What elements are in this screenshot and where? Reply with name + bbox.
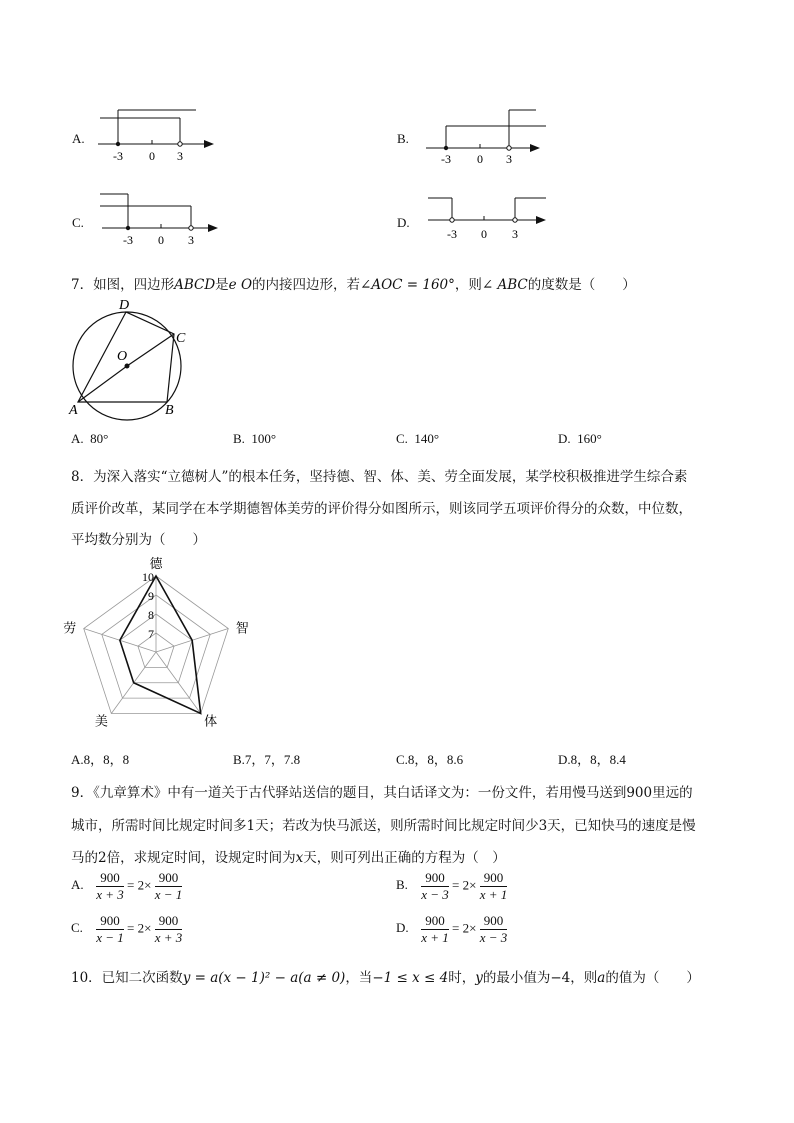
q9-stem-line-2: 城市，所需时间比规定时间多1天；若改为快马派送，则所需时间比规定时间少3天，已知快马的速度是慢 [71, 818, 696, 834]
q8-option-d[interactable]: D.8，8，8.4 [558, 752, 626, 767]
center-label-o: O [117, 349, 128, 364]
q10-stem: 10．已知二次函数y = a(x − 1)² − a(a ≠ 0)，当−1 ≤ x ≤ 4时，y的最小值为−4，则a的值为（ ） [71, 970, 700, 986]
tick-label: 0 [481, 227, 487, 241]
tick-label: -3 [447, 227, 457, 241]
tick-label: -3 [441, 152, 451, 166]
radar-tick-label: 10 [142, 570, 154, 584]
q8-stem-line-2: 质评价改革，某同学在本学期德智体美劳的评价得分如图所示，则该同学五项评价得分的众数，中位数， [71, 501, 692, 517]
tick-label: 3 [188, 233, 194, 247]
vertex-label-d: D [119, 298, 130, 313]
q6-option-a-number-line [90, 102, 230, 168]
radar-tick-label: 9 [148, 589, 154, 603]
radar-series-polygon [120, 576, 201, 713]
tick-label: 3 [506, 152, 512, 166]
q9-stem-line-1: 9．《九章算术》中有一道关于古代驿站送信的题目，其白话译文为：一份文件，若用慢马送到900里远的 [71, 785, 693, 801]
vertex-label-c: C [176, 331, 186, 346]
q6-option-b-label: B. [397, 131, 409, 146]
radar-tick-label: 8 [148, 608, 154, 622]
radar-axis-label: 美 [94, 713, 108, 729]
q9-option-d[interactable]: D. $\frac{900}{x + 1}$ = 2× $\frac{900}{x - 3}$ [396, 913, 508, 945]
q8-stem-line-3: 平均数分别为（ ） [71, 532, 206, 548]
q7-option-b[interactable]: B. 100° [233, 431, 277, 446]
q6-option-d-number-line [418, 188, 558, 254]
q6-option-d-label: D. [397, 215, 410, 230]
q9-option-a[interactable]: A. $\frac{900}{x + 3}$ = 2× $\frac{900}{x - 1}$ [71, 870, 183, 902]
tick-label: 3 [512, 227, 518, 241]
radar-axis-label: 德 [149, 556, 163, 571]
q7-option-c[interactable]: C. 140° [396, 431, 440, 446]
q7-circle-figure [66, 294, 196, 422]
vertex-label-a: A [69, 403, 78, 418]
q7-option-a[interactable]: A. 80° [71, 431, 109, 446]
radar-axis-label: 劳 [63, 620, 77, 636]
tick-label: 0 [477, 152, 483, 166]
vertex-label-b: B [165, 403, 174, 418]
q9-stem-line-3: 马的2倍，求规定时间，设规定时间为x天，则可列出正确的方程为（ ） [71, 850, 506, 866]
q8-option-a[interactable]: A.8，8，8 [71, 752, 130, 767]
q7-stem: 7．如图，四边形ABCD是e O的内接四边形，若∠AOC = 160°，则∠ ABC的度数是（ ） [71, 277, 636, 293]
tick-label: 0 [149, 149, 155, 163]
q6-option-c-label: C. [72, 215, 84, 230]
q7-option-d[interactable]: D. 160° [558, 431, 602, 446]
q8-stem-line-1: 8．为深入落实“立德树人”的根本任务，坚持德、智、体、美、劳全面发展，某学校积极推进学生综合素 [71, 469, 688, 485]
tick-label: -3 [123, 233, 133, 247]
radar-tick-label: 7 [148, 627, 154, 641]
q8-option-c[interactable]: C.8，8，8.6 [396, 752, 464, 767]
q6-option-a-label: A. [72, 131, 85, 146]
tick-label: -3 [113, 149, 123, 163]
q8-option-b[interactable]: B.7，7，7.8 [233, 752, 301, 767]
q9-option-c[interactable]: C. $\frac{900}{x - 1}$ = 2× $\frac{900}{x + 3}$ [71, 913, 183, 945]
tick-label: 3 [177, 149, 183, 163]
q6-option-b-number-line [418, 102, 558, 168]
q6-option-c-number-line [90, 188, 230, 254]
radar-axis-label: 智 [235, 620, 249, 636]
radar-axis-label: 体 [204, 713, 218, 729]
tick-label: 0 [158, 233, 164, 247]
q8-radar-chart [63, 552, 266, 737]
q9-option-b[interactable]: B. $\frac{900}{x - 3}$ = 2× $\frac{900}{x + 1}$ [396, 870, 508, 902]
